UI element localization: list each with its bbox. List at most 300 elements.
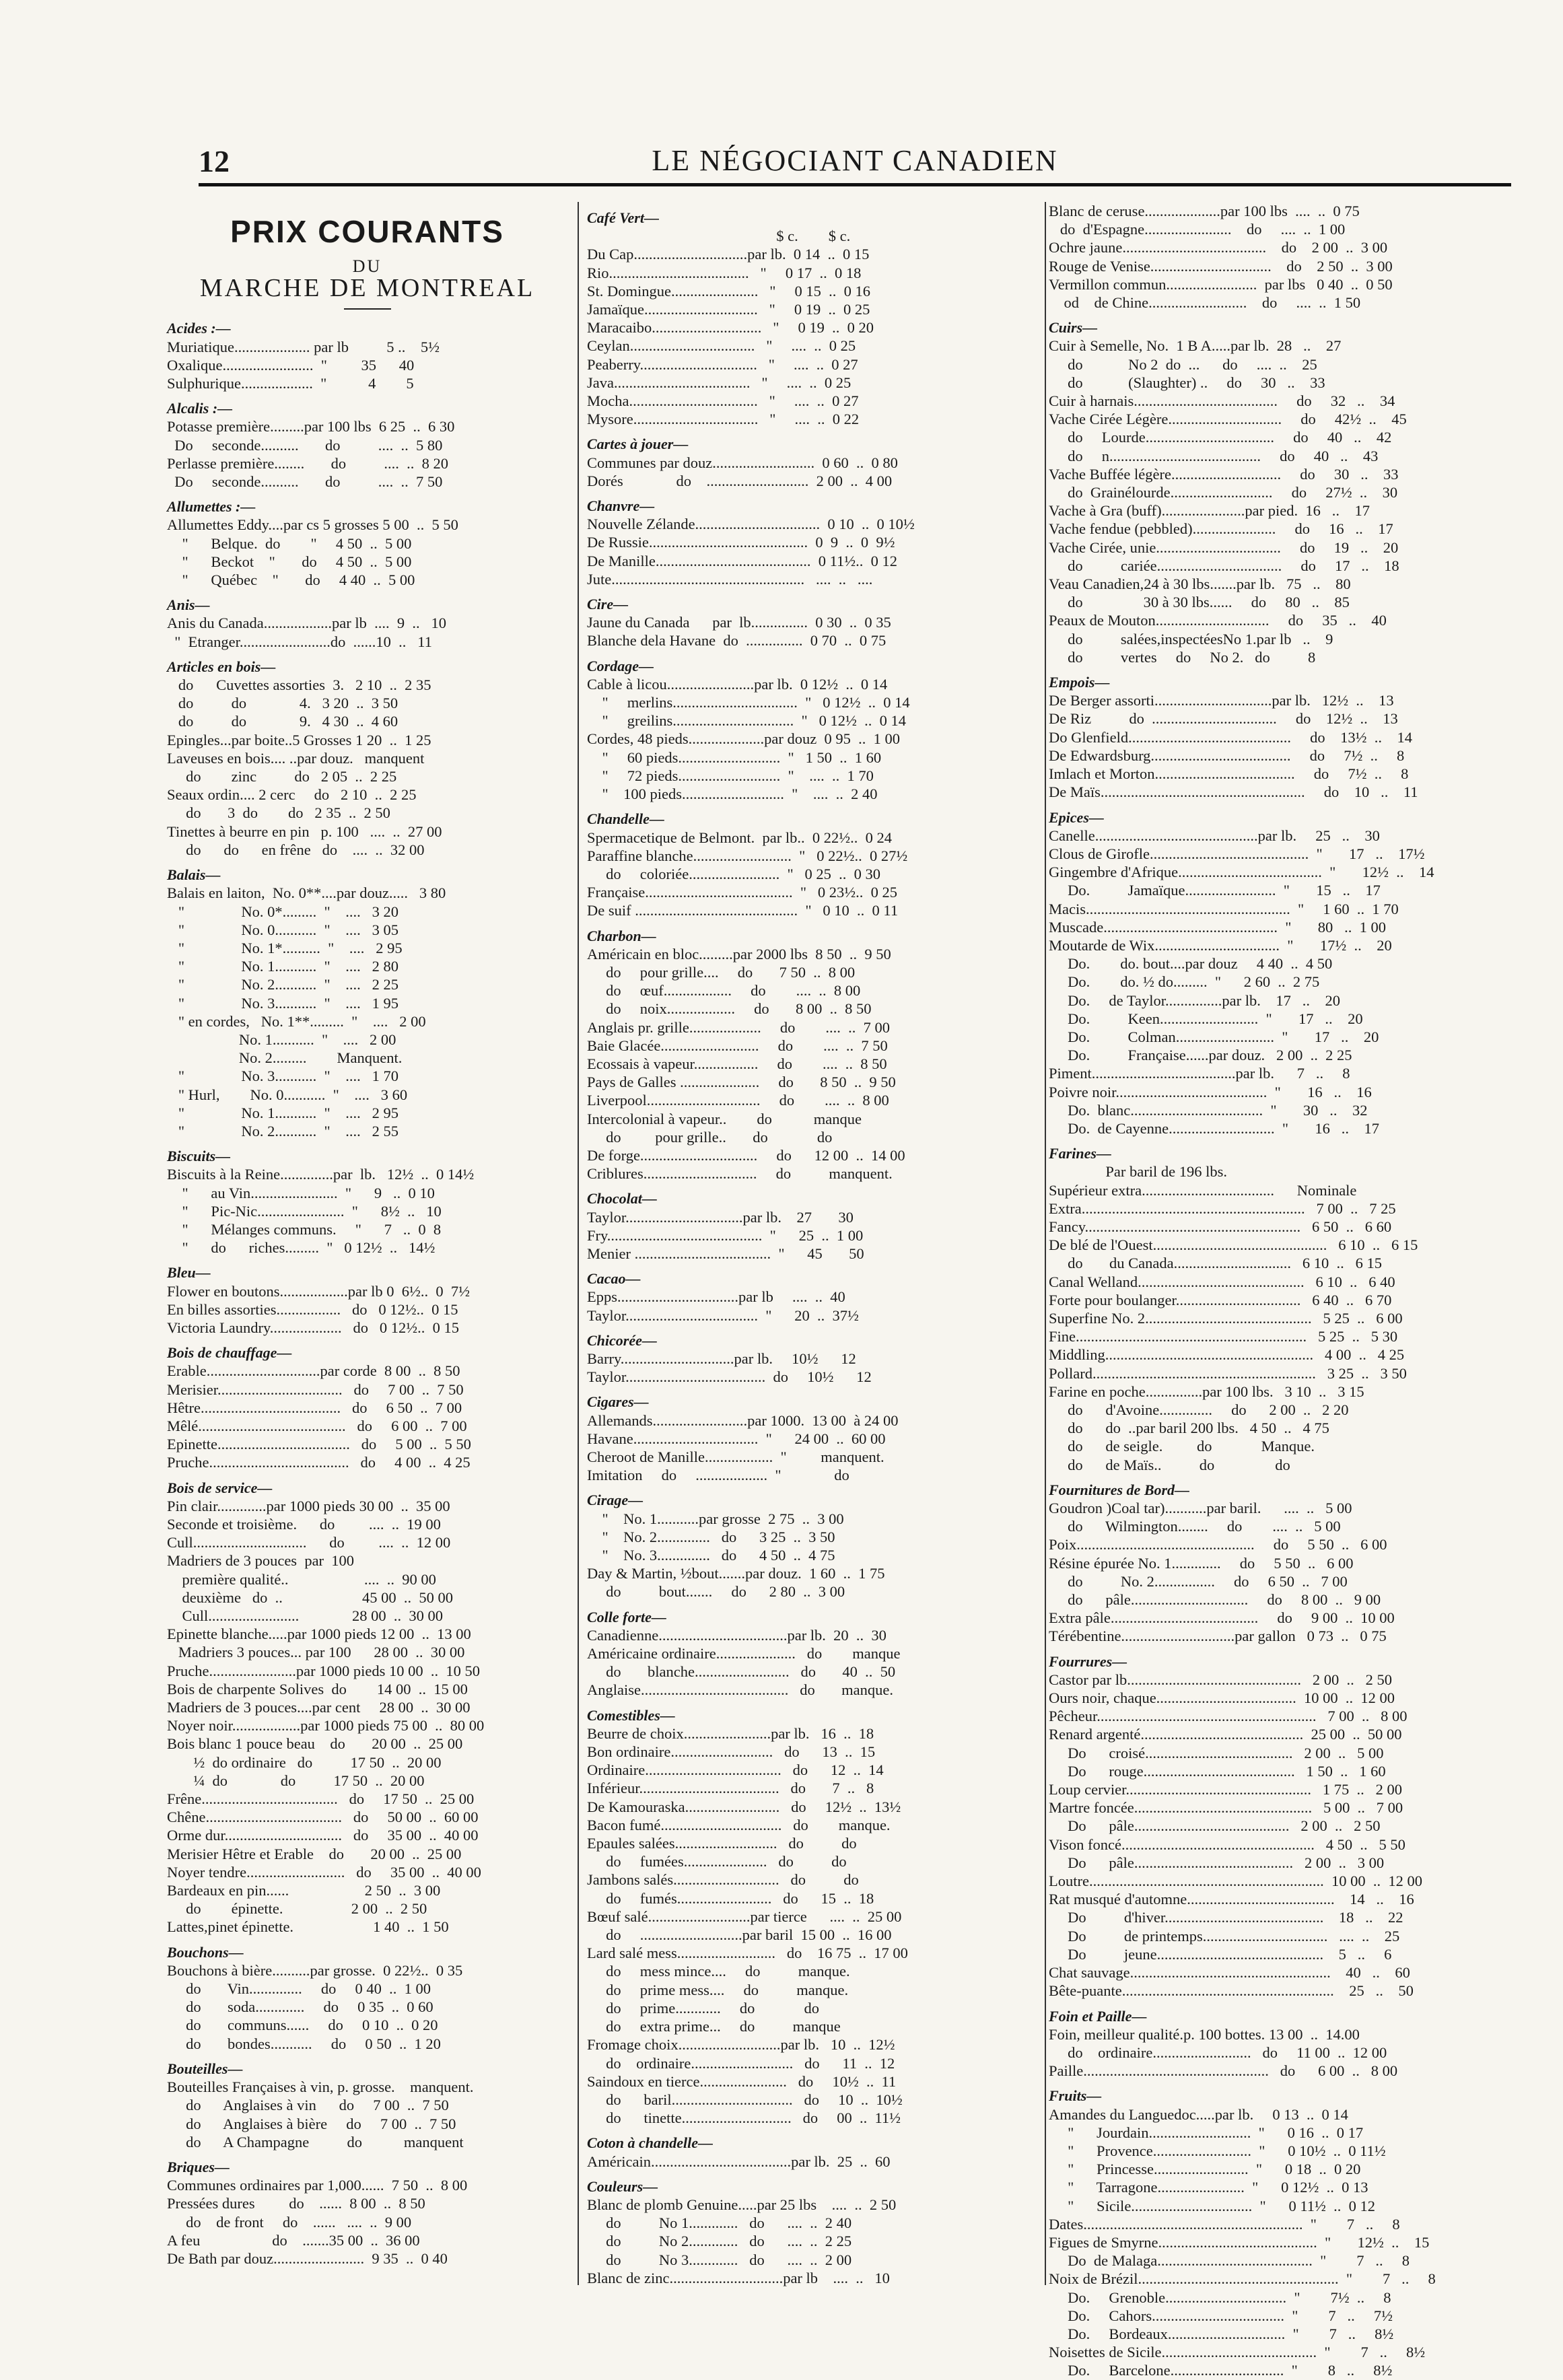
section-heading: Chocolat— bbox=[587, 1190, 657, 1208]
price-row: Taylor..................................... do 10½ 12 bbox=[587, 1368, 872, 1386]
section-heading: Chicorée— bbox=[587, 1331, 657, 1349]
price-row: Imlach et Morton..................................... do 7½ .. 8 bbox=[1049, 765, 1409, 783]
price-row: do tinette............................. do 00 .. 11½ bbox=[587, 2109, 901, 2127]
price-row: Barry..............................par lb. 10½ 12 bbox=[587, 1350, 856, 1367]
price-row: do pour grille.... do 7 50 .. 8 00 bbox=[587, 963, 856, 981]
price-row: Canelle...........................................par lb. 25 .. 30 bbox=[1049, 827, 1380, 844]
price-row: Communes ordinaires par 1,000...... 7 50 .. 8 00 bbox=[167, 2177, 468, 2194]
price-row: Sulphurique................... " 4 5 bbox=[167, 375, 414, 392]
price-row: Française....................................... " 0 23½.. 0 25 bbox=[587, 884, 898, 901]
price-row: Piment......................................par lb. 7 .. 8 bbox=[1049, 1065, 1350, 1082]
price-row: do bondes........... do 0 50 .. 1 20 bbox=[167, 2035, 441, 2052]
price-row: Ecossais à vapeur................. do .... .. 8 50 bbox=[587, 1055, 887, 1072]
price-row: Baie Glacée.......................... do .... .. 7 50 bbox=[587, 1037, 888, 1054]
price-row: Blanc de ceruse....................par 100 lbs .... .. 0 75 bbox=[1049, 203, 1360, 219]
price-row: do bout....... do 2 80 .. 3 00 bbox=[587, 1583, 845, 1601]
price-row: Ochre jaune...................................... do 2 00 .. 3 00 bbox=[1049, 239, 1388, 256]
price-row: Cull........................ 28 00 .. 30 00 bbox=[167, 1607, 444, 1625]
section-heading: Bois de chauffage— bbox=[167, 1344, 292, 1362]
price-row: Extra pâle....................................... do 9 00 .. 10 00 bbox=[1049, 1609, 1395, 1627]
price-list bbox=[167, 319, 567, 2268]
price-row: Castor par lb.............................................. 2 00 .. 2 50 bbox=[1049, 1671, 1392, 1688]
price-row: Amandes du Languedoc.....par lb. 0 13 .. 0 14 bbox=[1049, 2105, 1348, 2123]
price-row: do noix.................. do 8 00 .. 8 50 bbox=[587, 1000, 872, 1018]
price-row: Américain.....................................par lb. 25 .. 60 bbox=[587, 2152, 891, 2170]
price-row: Perlasse première........ do .... .. 8 20 bbox=[167, 454, 449, 472]
price-row: Dates.......................................................... " 7 .. 8 bbox=[1049, 2215, 1400, 2233]
price-row: Do. do. ½ do......... " 2 60 .. 2 75 bbox=[1049, 973, 1320, 991]
price-row: do No 1............. do .... .. 2 40 bbox=[587, 2214, 852, 2232]
price-row: do blanche......................... do 40 .. 50 bbox=[587, 1663, 896, 1681]
price-row: Bouchons à bière..........par grosse. 0 22½.. 0 35 bbox=[167, 1961, 463, 1979]
section-heading: Balais— bbox=[167, 866, 221, 884]
price-row: Anglais pr. grille................... do .... .. 7 00 bbox=[587, 1018, 890, 1036]
price-row: do prime mess.... do manque. bbox=[587, 1981, 849, 1998]
price-row: Figues de Smyrne.......................................... " 12½ .. 15 bbox=[1049, 2233, 1430, 2251]
price-row: " Belque. do " 4 50 .. 5 00 bbox=[167, 534, 412, 552]
price-row: Paille................................................. do 6 00 .. 8 00 bbox=[1049, 2062, 1398, 2080]
price-row: Américain en bloc.........par 2000 lbs 8 50 .. 9 50 bbox=[587, 945, 891, 963]
price-row: Pressées dures do ...... 8 00 .. 8 50 bbox=[167, 2195, 425, 2212]
price-row: Middling....................................................... 4 00 .. 4 25 bbox=[1049, 1346, 1405, 1364]
price-row: No. 2......... Manquent. bbox=[167, 1049, 403, 1067]
price-row: A feu do .......35 00 .. 36 00 bbox=[167, 2231, 420, 2249]
column-2 bbox=[587, 202, 1043, 2286]
price-row: Cable à licou.......................par lb. 0 12½ .. 0 14 bbox=[587, 675, 888, 693]
price-row: Moutarde de Wix................................. " 17½ .. 20 bbox=[1049, 936, 1392, 954]
price-row: Vache Cirée, unie................................. do 19 .. 20 bbox=[1049, 538, 1399, 556]
price-row: Laveuses en bois.... ..par douz. manquent bbox=[167, 749, 425, 767]
price-row: Pin clair.............par 1000 pieds 30 00 .. 35 00 bbox=[167, 1497, 450, 1514]
section-heading: Charbon— bbox=[587, 927, 656, 944]
price-row: De Russie.......................................... 0 9 .. 0 9½ bbox=[587, 534, 895, 551]
price-row: De suif ........................................... " 0 10 .. 0 11 bbox=[587, 902, 899, 919]
price-row: Madriers de 3 pouces par 100 bbox=[167, 1552, 355, 1570]
price-row: Lard salé mess.......................... do 16 75 .. 17 00 bbox=[587, 1945, 908, 1962]
price-row: Cull.............................. do .... .. 12 00 bbox=[167, 1534, 451, 1551]
price-row: Do. Grenoble................................ " 7½ .. 8 bbox=[1049, 2288, 1391, 2306]
price-row: Noyer noir..................par 1000 pieds 75 00 .. 80 00 bbox=[167, 1717, 485, 1735]
price-row: do do ..par baril 200 lbs. 4 50 .. 4 75 bbox=[1049, 1420, 1329, 1437]
price-row: Noisettes de Sicile......................................... " 7 .. 8½ bbox=[1049, 2344, 1426, 2361]
price-row: " No. 1........... " .... 2 80 bbox=[167, 958, 398, 975]
price-row: Do. do. bout....par douz 4 40 .. 4 50 bbox=[1049, 955, 1333, 973]
price-row: Noyer tendre.......................... do 35 00 .. 40 00 bbox=[167, 1863, 481, 1881]
price-row: Do rouge........................................ 1 50 .. 1 60 bbox=[1049, 1762, 1386, 1780]
price-row: Inférieur..................................... do 7 .. 8 bbox=[587, 1780, 874, 1797]
price-row: Anis du Canada..................par lb .... 9 .. 10 bbox=[167, 615, 446, 632]
price-row: Par baril de 196 lbs. bbox=[1049, 1163, 1227, 1181]
price-row: Do. Cahors................................... " 7 .. 7½ bbox=[1049, 2307, 1393, 2324]
price-row: do pâle............................... do 8 00 .. 9 00 bbox=[1049, 1591, 1381, 1609]
title-block bbox=[167, 213, 567, 310]
price-row: Imitation do ................... " do bbox=[587, 1467, 849, 1484]
section-heading: Cire— bbox=[587, 596, 629, 613]
price-row: Jamaïque.............................. " 0 19 .. 0 25 bbox=[587, 301, 870, 318]
section-heading: Bois de service— bbox=[167, 1479, 273, 1496]
price-row: " 60 pieds........................... " 1 50 .. 1 60 bbox=[587, 748, 882, 766]
price-row: Bête-puante........................................................ 25 .. 50 bbox=[1049, 1982, 1414, 2000]
price-row: Macis...................................................... " 1 60 .. 1 70 bbox=[1049, 900, 1399, 917]
price-row: do (Slaughter) .. do 30 .. 33 bbox=[1049, 374, 1325, 391]
price-row: Mêlé....................................... do 6 00 .. 7 00 bbox=[167, 1417, 467, 1434]
price-row: " do riches......... " 0 12½ .. 14½ bbox=[167, 1239, 436, 1257]
price-row: do vertes do No 2. do 8 bbox=[1049, 648, 1316, 666]
price-row: " 100 pieds........................... " .... .. 2 40 bbox=[587, 785, 878, 803]
price-row: " No. 3........... " .... 1 95 bbox=[167, 994, 398, 1012]
price-row: " Provence.......................... " 0 10½ .. 0 11½ bbox=[1049, 2142, 1386, 2159]
price-row: Epps................................par lb .... .. 40 bbox=[587, 1288, 845, 1306]
price-row: $ c. $ c. bbox=[587, 228, 851, 245]
price-row: Biscuits à la Reine..............par lb. 12½ .. 0 14½ bbox=[167, 1166, 475, 1183]
section-heading: Bouteilles— bbox=[167, 2060, 243, 2077]
price-row: Lattes,pinet épinette. 1 40 .. 1 50 bbox=[167, 1918, 449, 1936]
price-row: " No. 0*......... " .... 3 20 bbox=[167, 903, 398, 920]
price-row: Epinette blanche.....par 1000 pieds 12 00 .. 13 00 bbox=[167, 1625, 471, 1643]
price-row: Ceylan................................. " .... .. 0 25 bbox=[587, 337, 856, 355]
price-row: Vache fendue (pebbled)...................... do 16 .. 17 bbox=[1049, 520, 1393, 538]
price-row: do œuf.................. do .... .. 8 00 bbox=[587, 982, 861, 1000]
price-row: Merisier................................. do 7 00 .. 7 50 bbox=[167, 1380, 464, 1398]
price-row: Peaux de Mouton.............................. do 35 .. 40 bbox=[1049, 612, 1387, 629]
price-row: Maracaibo............................. " 0 19 .. 0 20 bbox=[587, 319, 874, 337]
section-heading: Empois— bbox=[1049, 674, 1110, 691]
section-heading: Colle forte— bbox=[587, 1608, 666, 1625]
section-heading: Articles en bois— bbox=[167, 658, 276, 675]
price-row: Tinettes à beurre en pin p. 100 .... .. 27 00 bbox=[167, 823, 442, 840]
price-row: Allemands.........................par 1000. 13 00 à 24 00 bbox=[587, 1411, 899, 1429]
price-row: Pêcheur.......................................................... 7 00 .. 8 00 bbox=[1049, 1708, 1408, 1725]
price-row: do ...........................par baril 15 00 .. 16 00 bbox=[587, 1926, 892, 1944]
section-heading: Anis— bbox=[167, 596, 210, 614]
price-row: " Jourdain........................... " 0 16 .. 0 17 bbox=[1049, 2124, 1364, 2141]
price-row: Merisier Hêtre et Erable do 20 00 .. 25 00 bbox=[167, 1845, 462, 1862]
price-row: " No. 3.............. do 4 50 .. 4 75 bbox=[587, 1547, 835, 1564]
price-row: Pollard........................................................... 3 25 .. 3 50 bbox=[1049, 1364, 1407, 1382]
header-rule bbox=[199, 183, 1511, 186]
price-row: do Vin.............. do 0 40 .. 1 00 bbox=[167, 1980, 431, 1998]
section-heading: Fournitures de Bord— bbox=[1049, 1481, 1190, 1498]
section-heading: Bouchons— bbox=[167, 1943, 244, 1961]
price-row: Intercolonial à vapeur.. do manque bbox=[587, 1110, 862, 1127]
price-row: Hêtre..................................... do 6 50 .. 7 00 bbox=[167, 1399, 462, 1416]
section-heading: Cuirs— bbox=[1049, 319, 1098, 337]
price-row: deuxième do .. 45 00 .. 50 00 bbox=[167, 1588, 453, 1606]
price-row: " No. 2........... " .... 2 55 bbox=[167, 1122, 398, 1140]
price-row: Supérieur extra................................... Nominale bbox=[1049, 1181, 1357, 1199]
price-row: Mysore................................. " .... .. 0 22 bbox=[587, 411, 860, 428]
price-row: Fry......................................... " 25 .. 1 00 bbox=[587, 1226, 864, 1244]
price-row: do No 3............. do .... .. 2 00 bbox=[587, 2251, 852, 2268]
price-row: do Wilmington........ do .... .. 5 00 bbox=[1049, 1518, 1341, 1535]
price-row: Epaules salées........................... do do bbox=[587, 1835, 857, 1852]
price-row: " Hurl, No. 0........... " .... 3 60 bbox=[167, 1086, 408, 1103]
price-row: Fromage choix...........................par lb. 10 .. 12½ bbox=[587, 2036, 895, 2054]
price-row: Loup cervier................................................. 1 75 .. 2 00 bbox=[1049, 1781, 1402, 1798]
price-row: do Anglaises à bière do 7 00 .. 7 50 bbox=[167, 2115, 456, 2132]
price-row: Spermacetique de Belmont. par lb.. 0 22½.. 0 24 bbox=[587, 829, 893, 846]
price-row: " au Vin....................... " 9 .. 0 10 bbox=[167, 1184, 435, 1201]
price-row: Américaine ordinaire..................... do manque bbox=[587, 1645, 901, 1663]
price-row: Do de printemps................................. .... .. 25 bbox=[1049, 1927, 1400, 1945]
section-heading: Chandelle— bbox=[587, 810, 664, 828]
price-row: Extra........................................................... 7 00 .. 7 25 bbox=[1049, 1199, 1396, 1217]
price-row: do épinette. 2 00 .. 2 50 bbox=[167, 1900, 427, 1918]
price-row: De Maïs...................................................... do 10 .. 11 bbox=[1049, 783, 1418, 801]
price-row: " No. 2........... " .... 2 25 bbox=[167, 976, 398, 993]
price-row: do Grainélourde........................... do 27½ .. 30 bbox=[1049, 484, 1398, 501]
section-heading: Cigares— bbox=[587, 1393, 649, 1411]
price-row: " greilins................................ " 0 12½ .. 0 14 bbox=[587, 712, 906, 730]
price-row: Poivre noir........................................ " 16 .. 16 bbox=[1049, 1083, 1372, 1100]
price-row: do n........................................ do 40 .. 43 bbox=[1049, 447, 1379, 464]
section-heading: Chanvre— bbox=[587, 497, 655, 515]
section-heading: Foin et Paille— bbox=[1049, 2007, 1147, 2025]
price-row: Do. de Taylor...............par lb. 17 .. 20 bbox=[1049, 991, 1340, 1009]
price-row: " Tarragone....................... " 0 12½ .. 0 13 bbox=[1049, 2179, 1368, 2196]
price-row: Blanc de plomb Genuine.....par 25 lbs .... .. 2 50 bbox=[587, 2196, 897, 2213]
section-heading: Cacao— bbox=[587, 1270, 641, 1288]
price-row: " merlins................................. " 0 12½ .. 0 14 bbox=[587, 694, 910, 711]
price-row: do coloriée........................ " 0 25 .. 0 30 bbox=[587, 865, 881, 882]
section-heading: Farines— bbox=[1049, 1145, 1111, 1162]
price-row: De Kamouraska......................... do 12½ .. 13½ bbox=[587, 1798, 901, 1815]
price-row: Rouge de Venise................................ do 2 50 .. 3 00 bbox=[1049, 257, 1393, 275]
page-title: PRIX COURANTS bbox=[230, 214, 504, 249]
price-row: Canadienne..................................par lb. 20 .. 30 bbox=[587, 1626, 887, 1644]
price-row: Do d'hiver.......................................... 18 .. 22 bbox=[1049, 1909, 1403, 1926]
price-row: " No. 3........... " .... 1 70 bbox=[167, 1068, 398, 1085]
price-row: Madriers 3 pouces... par 100 28 00 .. 30 00 bbox=[167, 1644, 465, 1661]
price-row: Renard argenté........................................... 25 00 .. 50 00 bbox=[1049, 1726, 1402, 1743]
price-row: do 3 do do 2 35 .. 2 50 bbox=[167, 804, 390, 822]
price-row: Do. Colman.......................... " 17 .. 20 bbox=[1049, 1028, 1379, 1045]
price-row: " Etranger........................do ......10 .. 11 bbox=[167, 633, 432, 650]
price-row: Beurre de choix.......................par lb. 16 .. 18 bbox=[587, 1724, 874, 1742]
title-market: MARCHE DE MONTREAL bbox=[199, 274, 535, 303]
price-row: Vison foncé................................................... 4 50 .. 5 50 bbox=[1049, 1835, 1405, 1853]
price-row: Mocha.................................. " .... .. 0 27 bbox=[587, 392, 859, 410]
price-row: Do seconde.......... do .... .. 7 50 bbox=[167, 473, 443, 491]
price-row: Cheroot de Manille.................. " manquent. bbox=[587, 1448, 884, 1465]
price-row: Vermillon commun........................ par lbs 0 40 .. 0 50 bbox=[1049, 275, 1393, 293]
price-row: Do. Bordeaux............................... " 7 .. 8½ bbox=[1049, 2325, 1394, 2342]
column-3 bbox=[1049, 202, 1500, 2379]
price-row: Poix............................................... do 5 50 .. 6 00 bbox=[1049, 1536, 1387, 1553]
price-row: do ordinaire........................... do 11 .. 12 bbox=[587, 2054, 895, 2072]
price-row: Résine épurée No. 1............. do 5 50 .. 6 00 bbox=[1049, 1554, 1354, 1572]
page-header bbox=[199, 138, 1511, 178]
section-heading: Cordage— bbox=[587, 657, 654, 674]
price-row: do extra prime... do manque bbox=[587, 2018, 841, 2035]
price-row: " No. 1........... " .... 2 95 bbox=[167, 1104, 398, 1121]
price-row: do communs...... do 0 10 .. 0 20 bbox=[167, 2017, 438, 2034]
price-row: do du Canada............................... 6 10 .. 6 15 bbox=[1049, 1255, 1382, 1272]
price-row: De Manille......................................... 0 11½.. 0 12 bbox=[587, 552, 898, 569]
price-row: Bouteilles Françaises à vin, p. grosse. manquent. bbox=[167, 2078, 474, 2096]
price-row: Bacon fumé................................ do manque. bbox=[587, 1816, 891, 1833]
price-row: do No 2............. do .... .. 2 25 bbox=[587, 2233, 852, 2250]
price-row: Do seconde.......... do .... .. 5 80 bbox=[167, 436, 443, 454]
price-row: Erable..............................par corde 8 00 .. 8 50 bbox=[167, 1362, 460, 1380]
price-row: Seconde et troisième. do .... .. 19 00 bbox=[167, 1516, 441, 1533]
price-row: Flower en boutons..................par lb 0 6½.. 0 7½ bbox=[167, 1282, 470, 1300]
section-heading: Briques— bbox=[167, 2158, 230, 2175]
section-heading: Cirage— bbox=[587, 1492, 644, 1509]
price-row: Do. de Cayenne............................ " 16 .. 17 bbox=[1049, 1119, 1380, 1137]
section-heading: Epices— bbox=[1049, 808, 1104, 826]
price-row: Cuir à harnais...................................... do 32 .. 34 bbox=[1049, 392, 1395, 410]
price-row: De Riz do ................................. do 12½ .. 13 bbox=[1049, 710, 1398, 728]
price-row: " Québec " do 4 40 .. 5 00 bbox=[167, 571, 415, 589]
price-row: " Pic-Nic....................... " 8½ .. 10 bbox=[167, 1202, 442, 1220]
price-row: De Berger assorti...............................par lb. 12½ .. 13 bbox=[1049, 692, 1394, 709]
price-row: Rio..................................... " 0 17 .. 0 18 bbox=[587, 264, 862, 281]
price-row: do d'Avoine.............. do 2 00 .. 2 20 bbox=[1049, 1401, 1349, 1418]
price-row: Do pâle.......................................... 2 00 .. 3 00 bbox=[1049, 1854, 1385, 1871]
price-row: do mess mince.... do manque. bbox=[587, 1963, 850, 1980]
price-row: Rat musqué d'automne....................................... 14 .. 16 bbox=[1049, 1891, 1414, 1908]
price-row: Canal Welland............................................ 6 10 .. 6 40 bbox=[1049, 1273, 1395, 1290]
price-row: De blé de l'Ouest.............................................. 6 10 .. 6 15 bbox=[1049, 1236, 1418, 1254]
price-row: " Mélanges communs. " 7 .. 0 8 bbox=[167, 1220, 442, 1238]
price-row: do fumées...................... do do bbox=[587, 1853, 847, 1870]
column-divider bbox=[578, 202, 579, 2285]
price-row: Goudron )Coal tar)...........par baril. .... .. 5 00 bbox=[1049, 1500, 1352, 1517]
price-row: Do pâle......................................... 2 00 .. 2 50 bbox=[1049, 1817, 1381, 1835]
section-heading: Acides :— bbox=[167, 320, 231, 337]
price-row: do No 2 do ... do .... .. 25 bbox=[1049, 355, 1317, 373]
price-row: Jute................................................... .... .. .... bbox=[587, 570, 873, 588]
price-row: Pruche.......................par 1000 pieds 10 00 .. 10 50 bbox=[167, 1662, 480, 1679]
price-row: Vache Cirée Légère.............................. do 42½ .. 45 bbox=[1049, 411, 1407, 428]
price-row: " Princesse......................... " 0 18 .. 0 20 bbox=[1049, 2161, 1361, 2178]
price-row: Farine en poche...............par 100 lbs. 3 10 .. 3 15 bbox=[1049, 1382, 1364, 1400]
price-row: Taylor...............................par lb. 27 30 bbox=[587, 1208, 854, 1226]
price-row: Jambons salés............................ do do bbox=[587, 1871, 859, 1889]
price-row: Liverpool.............................. do .... .. 8 00 bbox=[587, 1092, 889, 1109]
price-row: do Anglaises à vin do 7 00 .. 7 50 bbox=[167, 2097, 449, 2114]
section-heading: Alcalis :— bbox=[167, 400, 233, 417]
price-row: Vache à Gra (buff)......................par pied. 16 .. 17 bbox=[1049, 502, 1370, 520]
section-heading: Café Vert— bbox=[587, 209, 659, 226]
price-row: " en cordes, No. 1**......... " .... 2 00 bbox=[167, 1012, 426, 1030]
price-row: Forte pour boulanger................................. 6 40 .. 6 70 bbox=[1049, 1291, 1392, 1308]
price-row: Do. Jamaïque........................ " 15 .. 17 bbox=[1049, 882, 1381, 899]
price-row: première qualité.. .... .. 90 00 bbox=[167, 1570, 436, 1588]
price-row: do Cuvettes assorties 3. 2 10 .. 2 35 bbox=[167, 676, 431, 694]
price-row: ½ do ordinaire do 17 50 .. 20 00 bbox=[167, 1753, 442, 1771]
price-row: do soda............. do 0 35 .. 0 60 bbox=[167, 1998, 433, 2016]
price-row: do de front do ...... .... .. 9 00 bbox=[167, 2213, 412, 2231]
price-row: Seaux ordin.... 2 cerc do 2 10 .. 2 25 bbox=[167, 786, 417, 804]
price-row: Do Glenfield........................................... do 13½ .. 14 bbox=[1049, 728, 1412, 746]
price-row: Martre foncée............................................... 5 00 .. 7 00 bbox=[1049, 1799, 1403, 1817]
price-row: do ordinaire.......................... do 11 00 .. 12 00 bbox=[1049, 2043, 1387, 2061]
price-row: Frêne.................................... do 17 50 .. 25 00 bbox=[167, 1790, 475, 1808]
price-row: Madriers de 3 pouces....par cent 28 00 .. 30 00 bbox=[167, 1699, 471, 1716]
price-row: Veau Canadien,24 à 30 lbs.......par lb. 75 .. 80 bbox=[1049, 575, 1351, 593]
price-list bbox=[1049, 202, 1500, 2380]
price-row: Cuir à Semelle, No. 1 B A.....par lb. 28 .. 27 bbox=[1049, 337, 1342, 355]
price-row: Do. Barcelone.............................. " 8 .. 8½ bbox=[1049, 2362, 1393, 2379]
title-du: DU bbox=[352, 256, 382, 276]
price-row: " 72 pieds........................... " .... .. 1 70 bbox=[587, 767, 874, 784]
price-row: " No. 1*.......... " .... 2 95 bbox=[167, 939, 403, 956]
price-row: do do 4. 3 20 .. 3 50 bbox=[167, 695, 398, 712]
price-row: Bois blanc 1 pouce beau do 20 00 .. 25 00 bbox=[167, 1735, 463, 1753]
price-row: do zinc do 2 05 .. 2 25 bbox=[167, 768, 397, 785]
section-heading: Biscuits— bbox=[167, 1148, 231, 1165]
price-row: Menier .................................... " 45 50 bbox=[587, 1245, 864, 1262]
price-row: Potasse première.........par 100 lbs 6 25 .. 6 30 bbox=[167, 418, 455, 435]
title-divider bbox=[344, 308, 391, 310]
running-title: LE NÉGOCIANT CANADIEN bbox=[652, 144, 1058, 177]
price-row: " No. 2.............. do 3 25 .. 3 50 bbox=[587, 1528, 835, 1545]
price-row: Do jeune............................................ 5 .. 6 bbox=[1049, 1945, 1392, 1963]
section-heading: Comestibles— bbox=[587, 1706, 675, 1724]
price-row: St. Domingue....................... " 0 15 .. 0 16 bbox=[587, 282, 871, 300]
price-row: De forge............................... do 12 00 .. 14 00 bbox=[587, 1146, 905, 1164]
price-row: Bardeaux en pin...... 2 50 .. 3 00 bbox=[167, 1882, 441, 1899]
price-row: Epinette................................... do 5 00 .. 5 50 bbox=[167, 1436, 471, 1453]
section-heading: Fruits— bbox=[1049, 2087, 1102, 2105]
price-row: Noix de Brézil..................................................... " 7 .. 8 bbox=[1049, 2270, 1436, 2288]
price-row: do 30 à 30 lbs...... do 80 .. 85 bbox=[1049, 594, 1350, 611]
price-row: do baril................................ do 10 .. 10½ bbox=[587, 2091, 903, 2108]
column-1 bbox=[167, 202, 567, 2282]
price-row: " Sicile................................ " 0 11½ .. 0 12 bbox=[1049, 2197, 1376, 2214]
price-row: Paraffine blanche.......................... " 0 22½.. 0 27½ bbox=[587, 847, 908, 864]
price-row: Clous de Girofle.......................................... " 17 .. 17½ bbox=[1049, 845, 1425, 862]
price-row: do fumés......................... do 15 .. 18 bbox=[587, 1889, 874, 1907]
price-row: Java.................................... " .... .. 0 25 bbox=[587, 374, 852, 391]
price-row: do de Maïs.. do do bbox=[1049, 1456, 1290, 1473]
price-row: De Edwardsburg..................................... do 7½ .. 8 bbox=[1049, 746, 1405, 764]
price-row: Orme dur............................... do 35 00 .. 40 00 bbox=[167, 1827, 479, 1844]
price-row: " Beckot " do 4 50 .. 5 00 bbox=[167, 553, 412, 570]
price-row: En billes assorties................. do 0 12½.. 0 15 bbox=[167, 1300, 458, 1318]
price-row: do salées,inspectéesNo 1.par lb .. 9 bbox=[1049, 630, 1333, 648]
price-row: do do 9. 4 30 .. 4 60 bbox=[167, 713, 398, 730]
section-heading: Coton à chandelle— bbox=[587, 2134, 714, 2152]
price-row: ¼ do do 17 50 .. 20 00 bbox=[167, 1772, 425, 1789]
price-row: Fine............................................................. 5 25 .. 5 30 bbox=[1049, 1328, 1398, 1345]
price-row: Communes par douz........................... 0 60 .. 0 80 bbox=[587, 454, 898, 471]
price-row: Du Cap..............................par lb. 0 14 .. 0 15 bbox=[587, 246, 870, 263]
section-heading: Allumettes :— bbox=[167, 498, 256, 516]
price-row: Muscade.............................................. " 80 .. 1 00 bbox=[1049, 918, 1387, 936]
section-heading: Couleurs— bbox=[587, 2177, 658, 2195]
price-row: Bœuf salé...........................par tierce .... .. 25 00 bbox=[587, 1908, 902, 1925]
price-row: Gingembre d'Afrique...................................... " 12½ .. 14 bbox=[1049, 864, 1434, 881]
price-row: Vache Buffée légère............................. do 30 .. 33 bbox=[1049, 465, 1399, 483]
price-row: Victoria Laundry................... do 0 12½.. 0 15 bbox=[167, 1319, 460, 1336]
price-row: do No. 2................ do 6 50 .. 7 00 bbox=[1049, 1572, 1348, 1590]
price-row: Cordes, 48 pieds....................par douz 0 95 .. 1 00 bbox=[587, 730, 900, 748]
price-row: Balais en laiton, No. 0**....par douz..... 3 80 bbox=[167, 884, 446, 902]
price-row: Oxalique........................ " 35 40 bbox=[167, 356, 415, 374]
price-row: Day & Martin, ½bout.......par douz. 1 60 .. 1 75 bbox=[587, 1565, 885, 1582]
price-row: Loutre.............................................................. 10 00 .. 12 00 bbox=[1049, 1873, 1422, 1890]
price-row: Ours noir, chaque..................................... 10 00 .. 12 00 bbox=[1049, 1689, 1395, 1707]
price-row: Superfine No. 2............................................ 5 25 .. 6 00 bbox=[1049, 1309, 1403, 1327]
section-heading: Fourrures— bbox=[1049, 1652, 1127, 1670]
price-row: " No. 1...........par grosse 2 75 .. 3 00 bbox=[587, 1510, 844, 1527]
price-row: Saindoux en tierce....................... do 10½ .. 11 bbox=[587, 2072, 897, 2090]
price-row: Do de Malaga......................................... " 7 .. 8 bbox=[1049, 2252, 1410, 2270]
price-row: Bois de charpente Solives do 14 00 .. 15 00 bbox=[167, 1680, 468, 1698]
